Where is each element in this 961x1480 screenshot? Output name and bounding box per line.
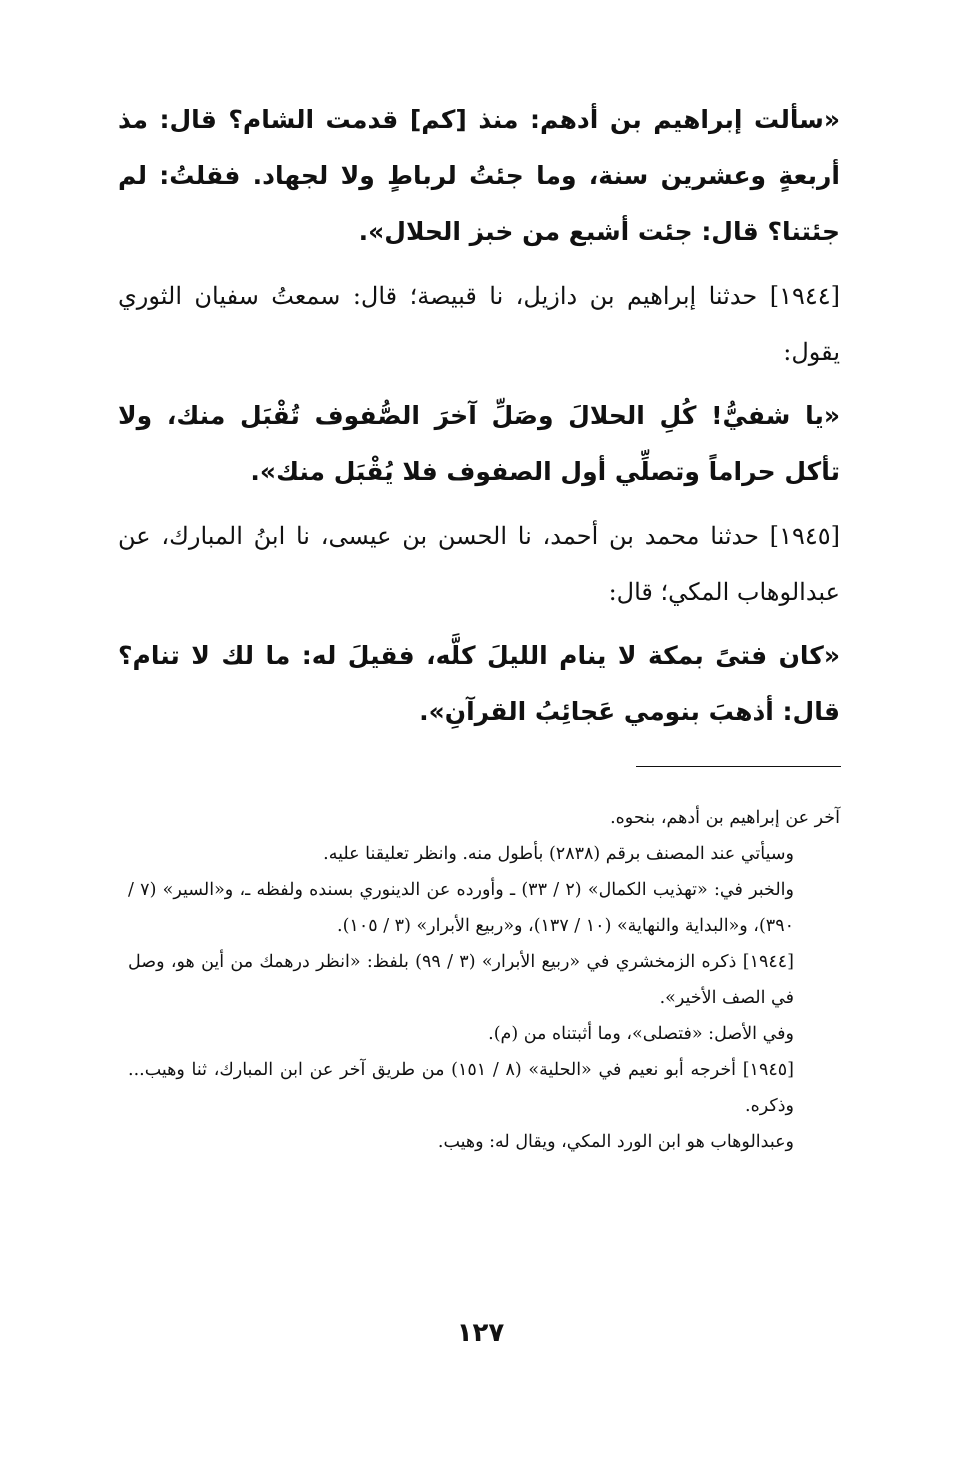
footnote-separator [636, 766, 841, 767]
footnote-1944: [١٩٤٤] ذكره الزمخشري في «ربيع الأبرار» (٣ / ٩٩) بلفظ: «انظر درهمك من أين هو، وصل في الصف الأخير». [128, 952, 794, 1008]
footnote-line: والخبر في: «تهذيب الكمال» (٢ / ٣٣) ـ وأورده عن الدينوري بسنده ولفظه ـ، و«السير» (٧ / ٣٩٠)، و«البداية والنهاية» (١٠ / ١٣٧)، و«ربيع الأبرار» (٣ / ١٠٥). [128, 880, 794, 936]
footnote-line: آخر عن إبراهيم بن أدهم، بنحوه. [610, 808, 840, 828]
main-text [118, 92, 840, 740]
footnote-line: وعبدالوهاب هو ابن الورد المكي، ويقال له: وهيب. [437, 1132, 794, 1152]
footnote-line: وفي الأصل: «فتصلى»، وما أثبتناه من (م). [488, 1024, 794, 1044]
footnote-1945: [١٩٤٥] أخرجه أبو نعيم في «الحلية» (٨ / ١٥١) من طريق آخر عن ابن المبارك، ثنا وهيب... وذكره. [128, 1060, 794, 1116]
quote-paragraph-1: «سألت إبراهيم بن أدهم: منذ [كم] قدمت الشام؟ قال: مذ أربعةٍ وعشرين سنة، وما جئتُ لرباطٍ ولا لجهاد. فقلتُ: لم جئتنا؟ قال: جئت أشبع من خبز الحلال». [118, 105, 840, 246]
footnotes [128, 800, 840, 1160]
hadith-1944-chain: [١٩٤٤] حدثنا إبراهيم بن دازيل، نا قبيصة؛ قال: سمعتُ سفيان الثوري يقول: [118, 282, 840, 366]
quote-paragraph-2: «يا شفيُّ! كُلِ الحلالَ وصَلِّ آخرَ الصُّفوف تُقْبَل منك، ولا تأكل حراماً وتصلِّي أول الصفوف فلا يُقْبَل منك». [118, 401, 840, 486]
quote-paragraph-3: «كان فتىً بمكة لا ينام الليلَ كلَّه، فقيلَ له: ما لك لا تنام؟ قال: أذهبَ بنومي عَجائِبُ القرآنِ». [118, 641, 840, 726]
hadith-1945-chain: [١٩٤٥] حدثنا محمد بن أحمد، نا الحسن بن عيسى، نا ابنُ المبارك، عن عبدالوهاب المكي؛ قال: [118, 522, 840, 606]
page-number: ١٢٧ [456, 1318, 505, 1348]
footnote-line: وسيأتي عند المصنف برقم (٢٨٣٨) بأطول منه. وانظر تعليقنا عليه. [323, 844, 794, 864]
